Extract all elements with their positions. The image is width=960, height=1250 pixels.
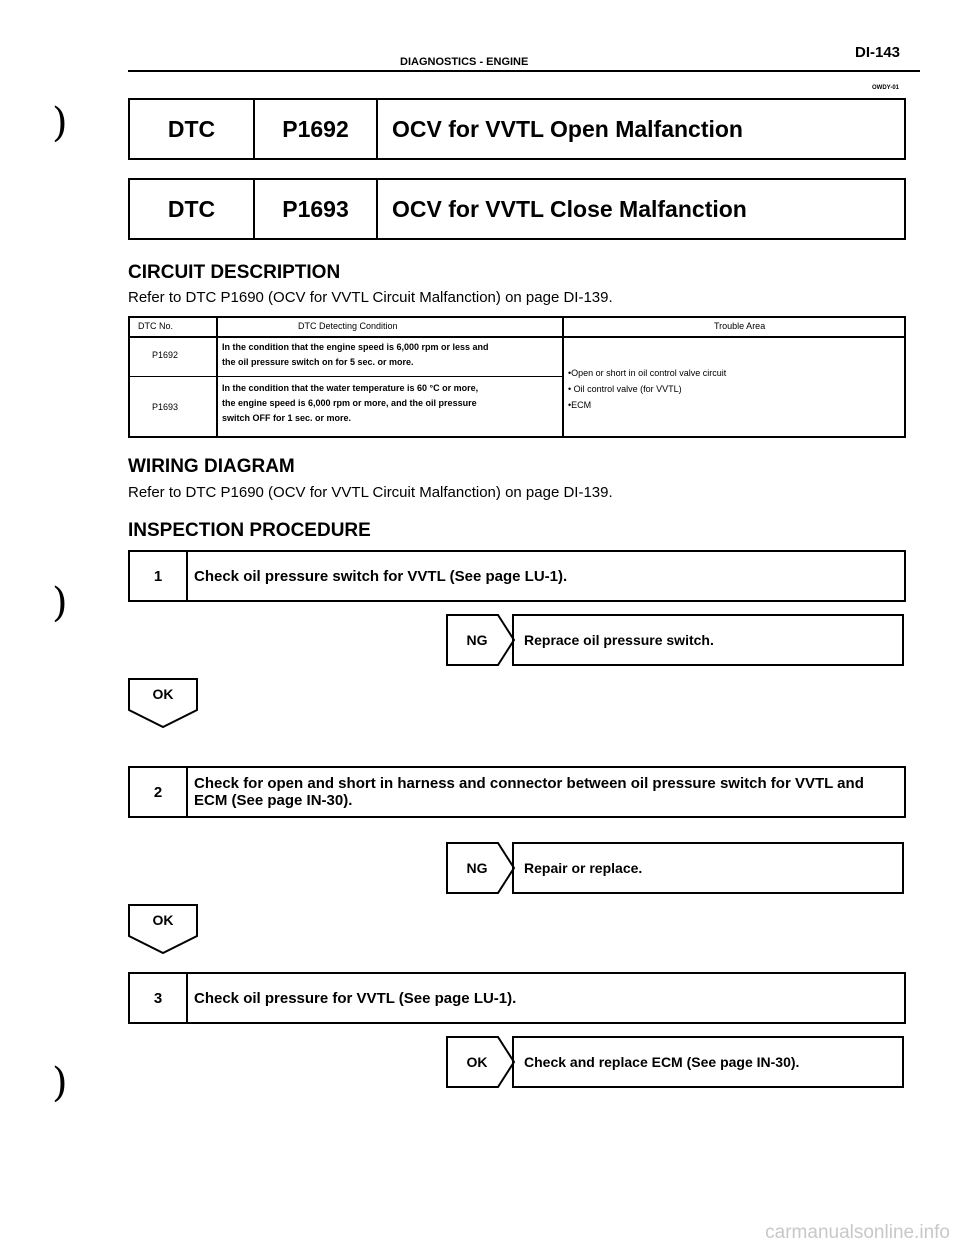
step-number: 3 [130, 974, 188, 1022]
step-number: 1 [130, 552, 188, 600]
dtc-code: P1692 [255, 100, 378, 158]
trouble-area-item: • Oil control valve (for VVTL) [568, 384, 682, 394]
table-cell-condition: switch OFF for 1 sec. or more. [222, 413, 352, 423]
table-cell-condition: In the condition that the engine speed is 6,000 rpm or less and [222, 342, 489, 352]
dtc-label: DTC [130, 180, 255, 238]
ok-label: OK [152, 912, 174, 928]
dtc-header-box [128, 98, 906, 160]
wiring-diagram-text: Refer to DTC P1690 (OCV for VVTL Circuit Malfanction) on page DI-139. [128, 484, 613, 501]
table-divider [130, 376, 562, 377]
ok-badge [128, 904, 198, 954]
result-action: Repair or replace. [512, 842, 904, 894]
step-result [446, 1036, 904, 1088]
dtc-title: OCV for VVTL Open Malfanction [392, 115, 743, 142]
step-result [446, 614, 904, 666]
table-cell-condition: the oil pressure switch on for 5 sec. or more. [222, 357, 414, 367]
section-title: DIAGNOSTICS - ENGINE [400, 56, 529, 68]
table-header: DTC No. [138, 321, 174, 331]
step-text: Check oil pressure for VVTL (See page LU-1). [194, 989, 517, 1007]
table-divider [130, 336, 562, 338]
ok-label: OK [466, 1054, 488, 1070]
dtc-table [128, 316, 906, 438]
result-action: Reprace oil pressure switch. [512, 614, 904, 666]
dtc-header-box [128, 178, 906, 240]
inspection-step [128, 550, 906, 602]
page-number: DI-143 [855, 44, 901, 61]
table-header: DTC Detecting Condition [298, 321, 398, 331]
inspection-step [128, 766, 906, 818]
wiring-diagram-heading: WIRING DIAGRAM [128, 456, 295, 477]
table-cell-dtc: P1692 [152, 350, 179, 360]
watermark: carmanualsonline.info [765, 1222, 950, 1243]
step-result [446, 842, 904, 894]
circuit-description-heading: CIRCUIT DESCRIPTION [128, 262, 341, 283]
ok-result-badge [446, 1036, 518, 1088]
margin-mark: ) [52, 100, 68, 146]
trouble-area-item: •ECM [568, 400, 592, 410]
table-cell-condition: In the condition that the water temperature is 60 °C or more, [222, 383, 479, 393]
step-text: Check for open and short in harness and connector between oil pressure switch for VVTL and ECM (See page IN-30). [194, 775, 864, 809]
inspection-step [128, 972, 906, 1024]
inspection-procedure-heading: INSPECTION PROCEDURE [128, 520, 371, 541]
ng-label: NG [466, 860, 488, 876]
ok-label: OK [152, 686, 174, 702]
header-rule [128, 70, 920, 72]
trouble-area-item: •Open or short in oil control valve circuit [568, 368, 727, 378]
margin-mark: ) [52, 1060, 68, 1106]
document-code: OWDY-01 [872, 85, 900, 91]
ng-badge [446, 842, 518, 894]
dtc-label: DTC [130, 100, 255, 158]
dtc-title: OCV for VVTL Close Malfanction [392, 195, 747, 222]
margin-mark: ) [52, 580, 68, 626]
table-cell-dtc: P1693 [152, 402, 179, 412]
ng-badge [446, 614, 518, 666]
ok-badge [128, 678, 198, 728]
dtc-code: P1693 [255, 180, 378, 238]
step-text: Check oil pressure switch for VVTL (See page LU-1). [194, 567, 568, 585]
ng-label: NG [466, 632, 488, 648]
table-divider [562, 336, 904, 338]
table-cell-condition: the engine speed is 6,000 rpm or more, and the oil pressure [222, 398, 477, 408]
circuit-description-text: Refer to DTC P1690 (OCV for VVTL Circuit Malfanction) on page DI-139. [128, 289, 613, 306]
step-number: 2 [130, 768, 188, 816]
result-action: Check and replace ECM (See page IN-30). [512, 1036, 904, 1088]
table-header: Trouble Area [714, 321, 766, 331]
